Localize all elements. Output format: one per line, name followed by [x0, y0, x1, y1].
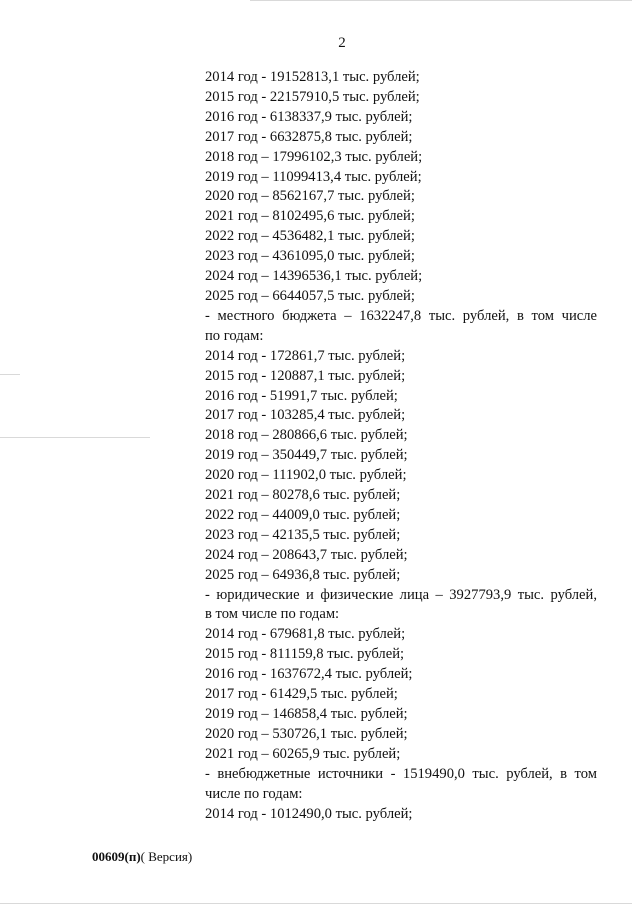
document-body	[205, 68, 597, 824]
text-line: 2024 год – 208643,7 тыс. рублей;	[205, 546, 408, 563]
text-line: 2022 год – 4536482,1 тыс. рублей;	[205, 228, 415, 245]
text-line: по годам:	[205, 327, 264, 344]
text-line: 2016 год - 1637672,4 тыс. рублей;	[205, 666, 413, 683]
text-line: 2022 год – 44009,0 тыс. рублей;	[205, 506, 401, 523]
text-line: числе по годам:	[205, 785, 303, 802]
text-line: 2020 год – 8562167,7 тыс. рублей;	[205, 188, 415, 205]
scan-artifact-bottom-line	[0, 903, 632, 904]
text-line: 2025 год – 6644057,5 тыс. рублей;	[205, 287, 415, 304]
text-line: 2020 год – 530726,1 тыс. рублей;	[205, 725, 408, 742]
document-code: 00609(п)	[92, 849, 141, 864]
text-line: 2019 год – 146858,4 тыс. рублей;	[205, 706, 408, 722]
text-line: 2015 год - 120887,1 тыс. рублей;	[205, 367, 406, 384]
text-line: 2019 год – 350449,7 тыс. рублей;	[205, 447, 408, 464]
text-line: 2021 год – 8102495,6 тыс. рублей;	[205, 208, 415, 225]
page-number: 2	[338, 35, 346, 51]
text-line: 2017 год - 6632875,8 тыс. рублей;	[205, 128, 413, 145]
text-line: 2015 год - 811159,8 тыс. рублей;	[205, 646, 405, 663]
text-line: - юридические и физические лица – 3927793,9 тыс. рублей,	[205, 586, 597, 603]
text-line: 2014 год - 172861,7 тыс. рублей;	[205, 347, 406, 364]
scan-artifact-top-line	[250, 0, 632, 1]
text-line: 2021 год – 80278,6 тыс. рублей;	[205, 487, 401, 504]
text-line: 2024 год – 14396536,1 тыс. рублей;	[205, 268, 423, 285]
scan-artifact-left-dash	[0, 437, 150, 438]
text-line: 2023 год – 4361095,0 тыс. рублей;	[205, 248, 415, 265]
text-line: 2018 год – 280866,6 тыс. рублей;	[205, 427, 408, 444]
text-line: 2014 год - 19152813,1 тыс. рублей;	[205, 69, 420, 85]
text-line: 2017 год - 61429,5 тыс. рублей;	[205, 686, 398, 703]
text-line: 2020 год – 111902,0 тыс. рублей;	[205, 467, 407, 484]
text-line: в том числе по годам:	[205, 606, 340, 623]
document-version: ( Версия)	[140, 849, 193, 864]
text-line: 2015 год - 22157910,5 тыс. рублей;	[205, 88, 420, 105]
text-line: 2017 год - 103285,4 тыс. рублей;	[205, 407, 406, 424]
text-line: 2019 год – 11099413,4 тыс. рублей;	[205, 168, 422, 185]
text-line: - внебюджетные источники - 1519490,0 тыс. рублей, в том	[205, 765, 597, 782]
document-footer-id	[92, 849, 192, 865]
text-line: 2021 год – 60265,9 тыс. рублей;	[205, 745, 401, 762]
text-line: 2016 год - 51991,7 тыс. рублей;	[205, 387, 398, 404]
scan-artifact-left-dash-2	[0, 374, 20, 375]
text-line: 2014 год - 1012490,0 тыс. рублей;	[205, 805, 413, 822]
text-line: 2025 год – 64936,8 тыс. рублей;	[205, 566, 401, 583]
text-line: 2014 год - 679681,8 тыс. рублей;	[205, 626, 406, 643]
text-line: 2018 год – 17996102,3 тыс. рублей;	[205, 148, 423, 165]
text-line: 2023 год – 42135,5 тыс. рублей;	[205, 526, 401, 543]
text-line: 2016 год - 6138337,9 тыс. рублей;	[205, 108, 413, 125]
text-line: - местного бюджета – 1632247,8 тыс. рублей, в том числе	[205, 307, 597, 324]
